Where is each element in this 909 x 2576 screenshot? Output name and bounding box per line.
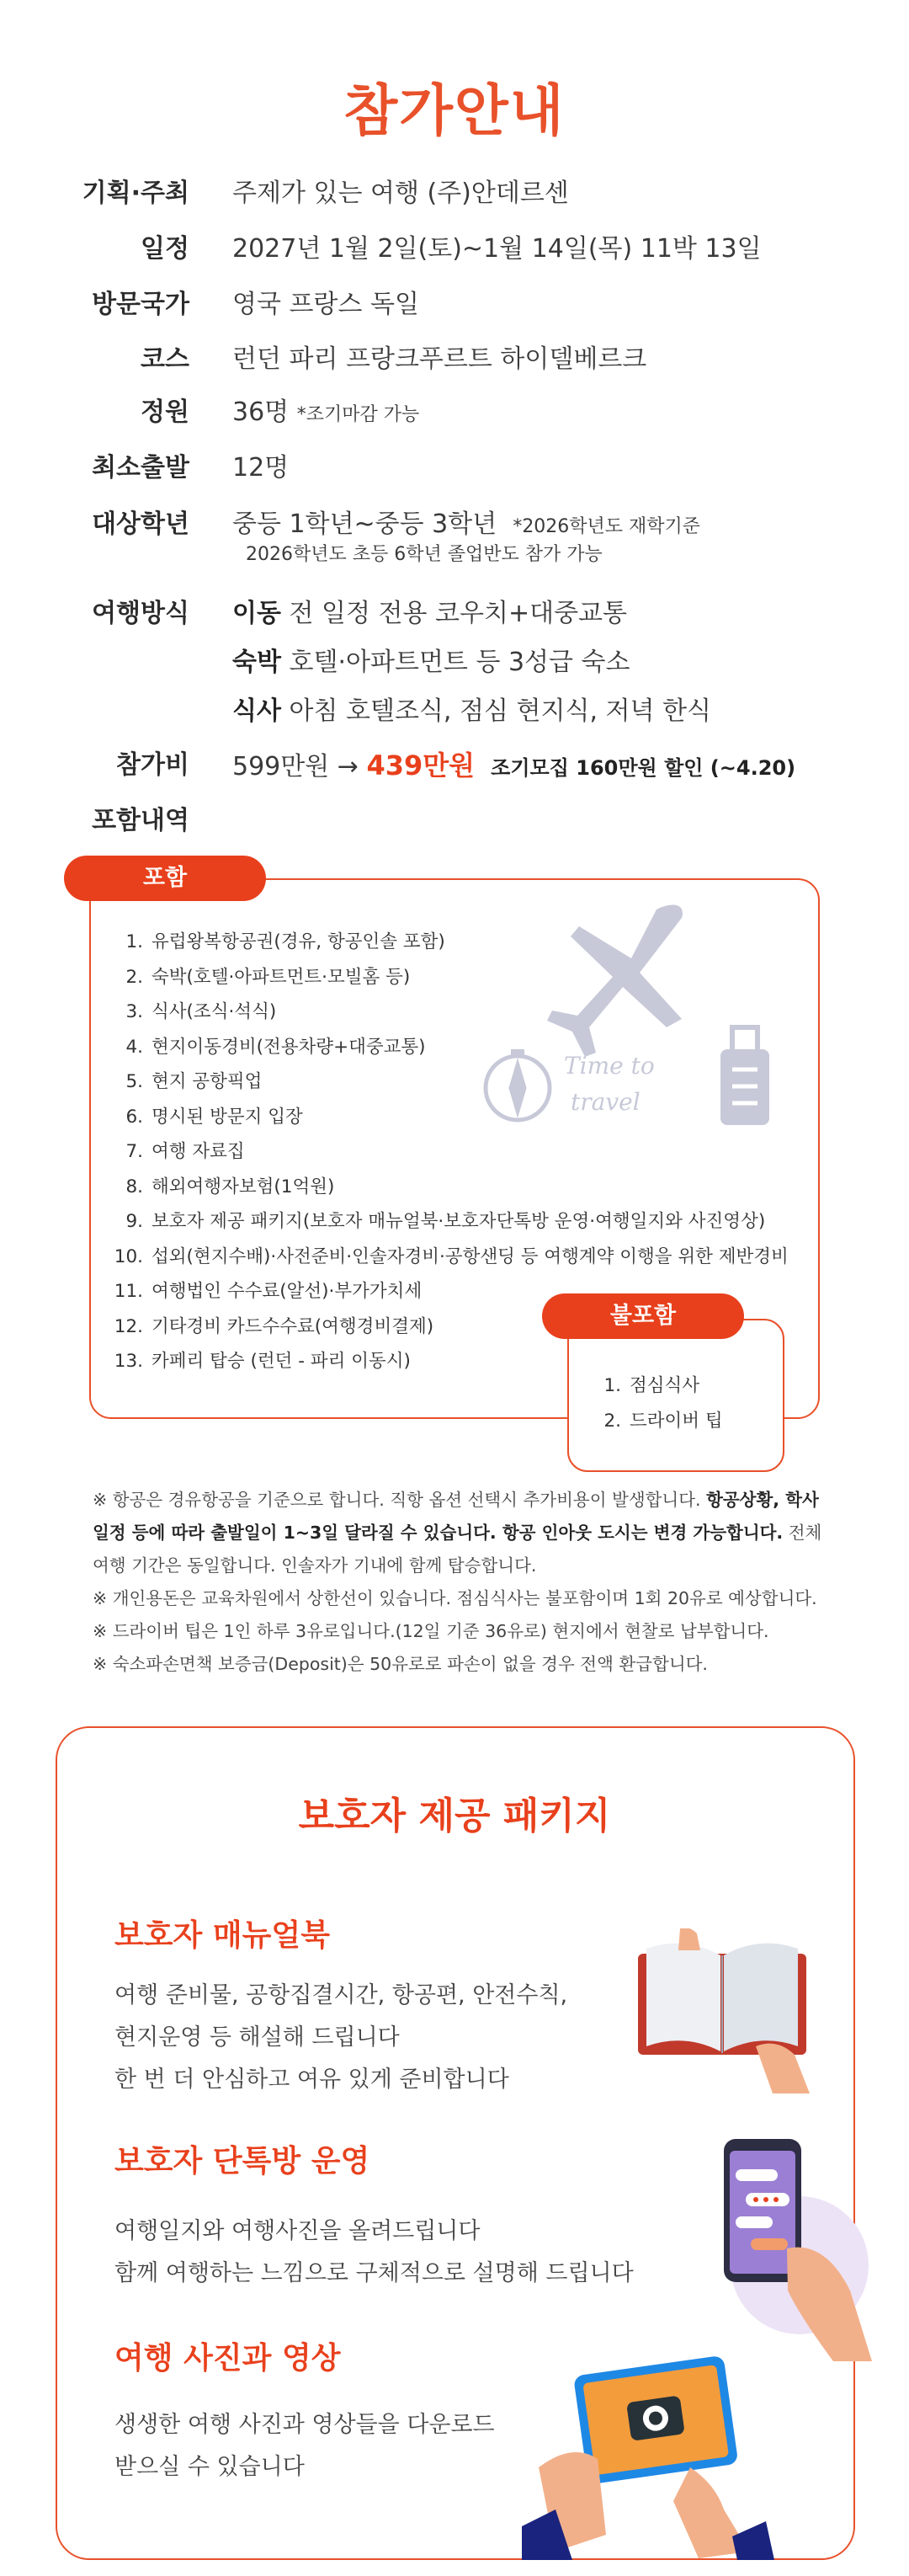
feature-chat-heading: 보호자 단톡방 운영: [114, 2144, 370, 2179]
row-method-stay: [0, 642, 909, 684]
capacity-value: 36명: [232, 397, 290, 427]
package-title: 보호자 제공 패키지: [298, 1795, 611, 1837]
list-item: 7. 여행 자료집: [125, 1141, 245, 1162]
course-label: 코스: [141, 344, 189, 374]
camera-tablet-icon: [522, 2341, 774, 2560]
note-line: 일정 등에 따라 출발일이 1~3일 달라질 수 있습니다. 항공 인아웃 도시는 변경 가능합니다. 전체: [93, 1523, 822, 1543]
target-value: 중등 1학년~중등 3학년: [232, 509, 497, 539]
page-title: 참가안내: [343, 78, 566, 143]
fee-arrow: →: [337, 752, 359, 781]
method-move-text: 전 일정 전용 코우치+대중교통: [289, 599, 628, 628]
travel-text-2: travel: [571, 1088, 641, 1116]
fee-label: 참가비: [116, 750, 189, 780]
excluded-badge: 불포함: [542, 1293, 744, 1339]
target-note-2: 2026학년도 초등 6학년 졸업반도 참가 가능: [246, 544, 603, 565]
row-minimum: [0, 447, 909, 489]
note-line: ※ 숙소파손면책 보증금(Deposit)은 50유로로 파손이 없을 경우 전액 환급합니다.: [93, 1654, 708, 1674]
list-item: 1. 유럽왕복항공권(경유, 항공인솔 포함): [125, 931, 445, 952]
feature-photo-heading: 여행 사진과 영상: [114, 2341, 341, 2376]
course-value: 런던 파리 프랑크푸르트 하이델베르크: [232, 344, 647, 374]
excluded-list: [599, 1368, 723, 1439]
method-move: [232, 593, 627, 635]
minimum-value: 12명: [232, 453, 290, 483]
organizer-value: 주제가 있는 여행 (주)안데르센: [232, 179, 569, 208]
phone-chat-icon: [707, 2122, 875, 2366]
note-line: ※ 개인용돈은 교육차원에서 상한선이 있습니다. 점심식사는 불포함이며 1회 20유로 예상합니다.: [93, 1588, 817, 1608]
row-method-meal: [0, 691, 909, 733]
list-item: 8. 해외여행자보험(1억원): [125, 1176, 335, 1197]
list-item: 1. 점심식사: [603, 1375, 700, 1396]
capacity-value-wrap: [232, 392, 419, 436]
list-item: 11. 여행법인 수수료(알선)·부가가치세: [114, 1281, 423, 1302]
fee-discounted: 439만원: [366, 749, 476, 781]
method-meal: [232, 691, 711, 733]
method-stay-key: 숙박: [232, 648, 281, 677]
list-item: 2. 숙박(호텔·아파트먼트·모빌홈 등): [125, 966, 411, 988]
list-item: 5. 현지 공항픽업: [125, 1071, 263, 1092]
capacity-label: 정원: [141, 397, 189, 427]
method-meal-key: 식사: [232, 696, 281, 726]
list-item: 9. 보호자 제공 패키지(보호자 매뉴얼북·보호자단톡방 운영·여행일지와 사진영상): [125, 1211, 766, 1232]
list-item: 12. 기타경비 카드수수료(여행경비결제): [114, 1315, 434, 1337]
method-meal-text: 아침 호텔조식, 점심 현지식, 저녁 한식: [289, 696, 711, 726]
row-capacity: [0, 392, 909, 434]
organizer-label: 기획·주최: [82, 179, 189, 208]
method-stay: [232, 642, 630, 684]
includes-label: 포함내역: [92, 806, 189, 835]
countries-label: 방문국가: [92, 290, 189, 319]
method-move-key: 이동: [232, 599, 281, 628]
row-method-move: [0, 593, 909, 635]
fee-original: 599만원: [232, 752, 330, 781]
target-note: *2026학년도 재학기준: [513, 516, 701, 537]
list-item: 2. 드라이버 팁: [603, 1411, 723, 1432]
included-badge: 포함: [64, 856, 266, 901]
row-countries: [0, 284, 909, 326]
notes: [93, 1484, 850, 1681]
feature-photo-text: 생생한 여행 사진과 영상들을 다운로드 받으실 수 있습니다: [114, 2412, 495, 2480]
schedule-value: 2027년 1월 2일(토)~1월 14일(목) 11박 13일: [232, 234, 762, 264]
row-includes: [0, 800, 909, 842]
list-item: 6. 명시된 방문지 입장: [125, 1106, 303, 1128]
row-course: [0, 339, 909, 381]
fee-note: 조기모집 160만원 할인 (~4.20): [491, 756, 796, 780]
row-organizer: [0, 173, 909, 215]
list-item: 10. 섭외(현지수배)·사전준비·인솔자경비·공항샌딩 등 여행계약 이행을 위한 제반경비: [114, 1245, 789, 1267]
target-label: 대상학년: [92, 509, 189, 539]
capacity-note: *조기마감 가능: [296, 404, 420, 425]
feature-chat-text: 여행일지와 여행사진을 올려드립니다 함께 여행하는 느낌으로 구체적으로 설명해 드립니다: [114, 2218, 634, 2286]
note-line: ※ 드라이버 팁은 1인 하루 3유로입니다.(12일 기준 36유로) 현지에서 현찰로 납부합니다.: [93, 1621, 769, 1641]
book-icon: [630, 1928, 815, 2097]
row-schedule: [0, 228, 909, 270]
fee-value: [232, 744, 795, 789]
schedule-label: 일정: [141, 234, 189, 264]
travel-text-1: Time to: [564, 1052, 655, 1080]
method-label: 여행방식: [92, 599, 189, 628]
feature-manual-heading: 보호자 매뉴얼북: [114, 1918, 330, 1953]
note-line: 여행 기간은 동일합니다. 인솔자가 기내에 함께 탑승합니다.: [93, 1555, 537, 1576]
method-stay-text: 호텔·아파트먼트 등 3성급 숙소: [289, 648, 630, 677]
note-line: ※ 항공은 경유항공을 기준으로 합니다. 직항 옵션 선택시 추가비용이 발생합니다. 항공상황, 학사: [93, 1490, 819, 1510]
list-item: 13. 카페리 탑승 (런던 - 파리 이동시): [114, 1351, 411, 1372]
minimum-label: 최소출발: [92, 453, 189, 483]
row-fee: [0, 744, 909, 787]
feature-manual-text: 여행 준비물, 공항집결시간, 항공편, 안전수칙, 현지운영 등 해설해 드립니다 한 번 더 안심하고 여유 있게 준비합니다: [114, 1982, 568, 2093]
list-item: 3. 식사(조식·석식): [125, 1001, 277, 1022]
list-item: 4. 현지이동경비(전용차량+대중교통): [125, 1036, 426, 1058]
countries-value: 영국 프랑스 독일: [232, 290, 419, 319]
